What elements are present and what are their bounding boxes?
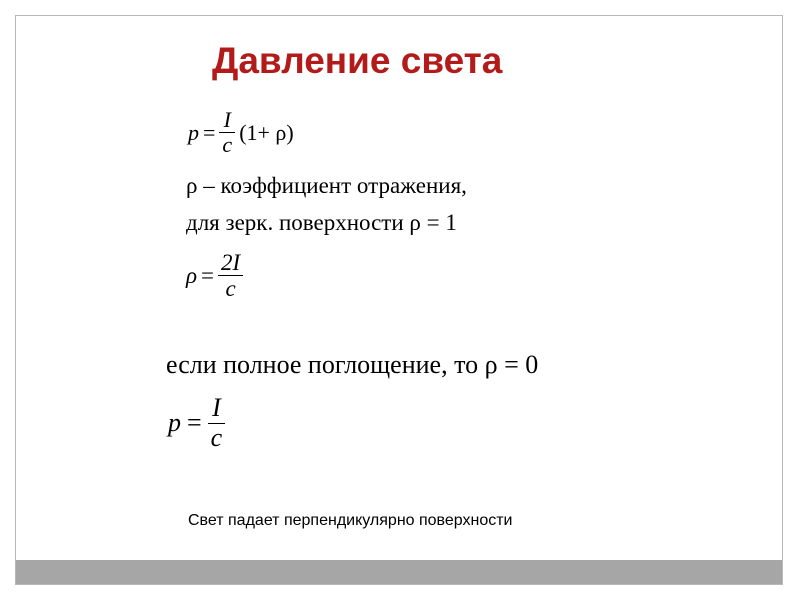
- formula-eq: =: [201, 262, 215, 288]
- formula-lhs: p: [188, 119, 199, 145]
- fraction-denominator: c: [210, 422, 223, 452]
- rho-definition-text: ρ – коэффициент отражения,: [186, 173, 467, 198]
- fraction-denominator: c: [222, 132, 233, 158]
- formula-fraction: [208, 394, 226, 452]
- slide-title: Давление света: [212, 40, 503, 81]
- mirror-surface-text: для зерк. поверхности ρ = 1: [186, 210, 457, 235]
- formula-rhs: (1+ ρ): [239, 119, 294, 145]
- slide-frame: [15, 15, 783, 585]
- formula-fraction: [218, 250, 243, 302]
- formula-fraction: [219, 108, 235, 157]
- formula-lhs: p: [168, 408, 181, 438]
- fraction-numerator: I: [223, 107, 231, 132]
- formula-absorption: [168, 394, 225, 452]
- perpendicular-note: Свет падает перпендикулярно поверхности: [188, 512, 513, 529]
- fraction-numerator: 2I: [221, 250, 241, 275]
- fraction-denominator: c: [225, 276, 236, 302]
- formula-lhs: ρ: [186, 262, 198, 288]
- formula-eq: =: [203, 119, 216, 145]
- formula-light-pressure: [188, 108, 294, 157]
- fraction-numerator: I: [212, 393, 221, 422]
- slide-footer-bar: [16, 560, 782, 584]
- absorption-text: если полное поглощение, то ρ = 0: [166, 350, 539, 379]
- formula-mirror: [186, 250, 243, 302]
- formula-eq: =: [187, 408, 202, 438]
